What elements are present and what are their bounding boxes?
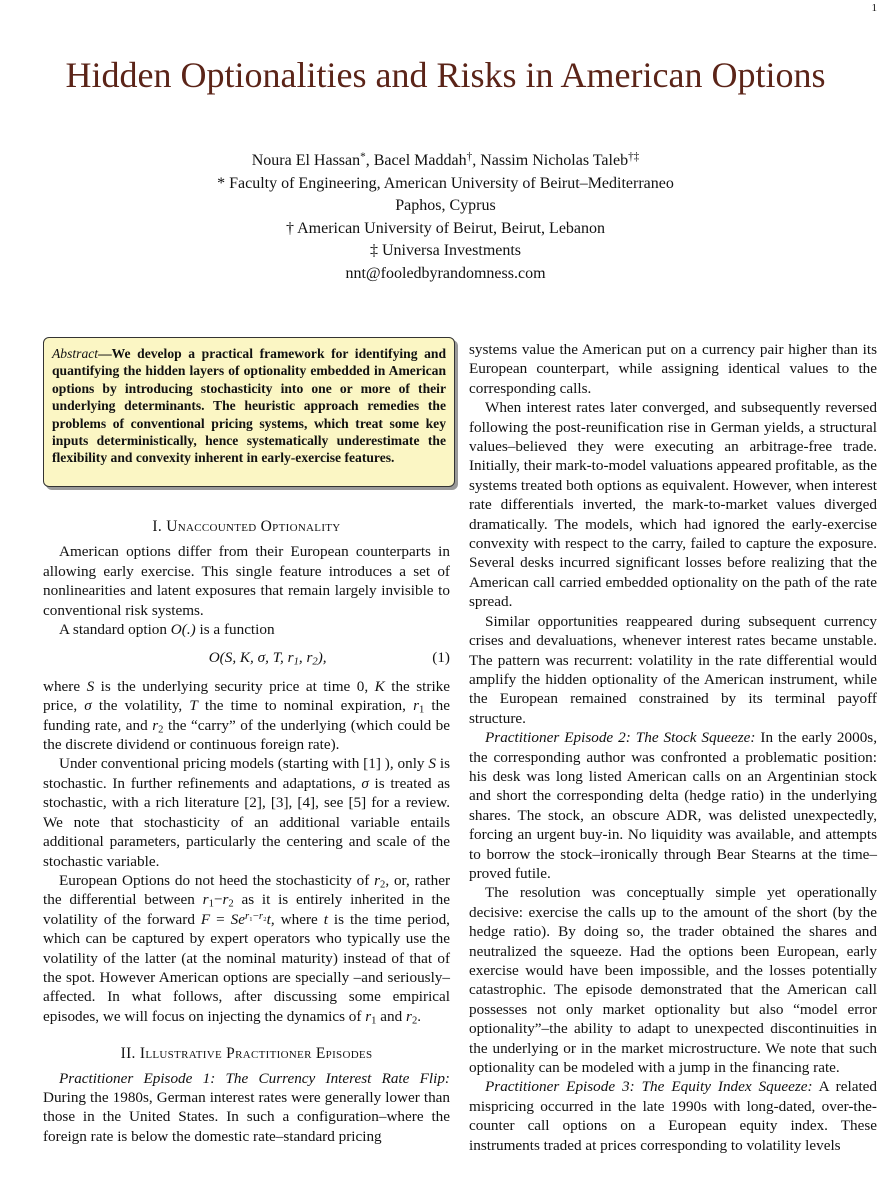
abstract-text: —We develop a practical framework for identifying and quantifying the hidden layers of optionality embedded in American options by introducing stochasticity into one or more of their underlying determinants. The heuristic approach remedies the problems of conventional pricing systems, which treat some key inputs deterministically, hence systematically underestimate the flexibility and convexity inherent in early-exercise features. <box>52 346 446 466</box>
episode-1-paragraph-2: When interest rates later converged, and subsequently reversed following the post-reunification rise in German yields, a structural values–believed they were executing an arbitrage-free trade. Initially, their mark-to-model valuations appeared profitable, as the systems treated both options as equivalent. However, when interest rate differentials inverted, the mark-to-market values diverged dramatically. The models, which had ignored the early-exercise convexity with respect to the carry, failed to capture the exposure. Several desks incurred significant losses before realizing that the American call carried embedded optionality on the path of the rate spread. <box>469 399 877 611</box>
paper-title: Hidden Optionalities and Risks in American Options <box>65 55 826 95</box>
episode-3-paragraph-1: Practitioner Episode 3: The Equity Index Squeeze: A related mispricing occurred in the late 1990s with long-dated, over-the-counter call options on a European equity index. These instruments traded at prices corresponding to volatility levels <box>469 1078 877 1154</box>
section-1-paragraph-5: European Options do not heed the stochasticity of $r_2$, or, rather the differential between $r_1-r_2$ as it is entirely inherited in the volatility of the forward $F = Se^{r_1-r_2}t$, where t is the time period, which can be captured by expert operators who typically use the volatility of the latter (at the nominal maturity) instead of that of the spot. However American options are specially –and seriously– affected. In what follows, after discussing some empirical episodes, we will focus on injecting the dynamics of $r_1$ and $r_2$. <box>43 871 450 1027</box>
abstract-label: Abstract <box>52 346 99 361</box>
affiliation-1-location: Paphos, Cyprus <box>395 197 496 214</box>
right-column <box>469 340 877 1155</box>
equation-1-body: O(S, K, σ, T, $r_1$, $r_2$), <box>208 649 327 669</box>
abstract-box <box>43 337 455 487</box>
equation-1 <box>43 648 450 667</box>
section-1-paragraph-1: American options differ from their European counterparts in allowing early exercise. This single feature introduces a set of nonlinearities and latent exposures that remain largely invisible to conventional risk systems. <box>43 543 450 619</box>
author-names: Noura El Hassan*, Bacel Maddah†, Nassim Nicholas Taleb†‡ <box>251 150 640 169</box>
affiliation-3: ‡ Universa Investments <box>369 242 522 259</box>
section-1-paragraph-2: A standard option O(.) is a function <box>59 621 275 639</box>
episode-1-paragraph-3: Similar opportunities reappeared during subsequent currency crises and devaluations, whenever interest rates became unstable. The pattern was recurrent: volatility in the rate differential would amplify the hidden optionality of the American instrument, while the European remained constrained by its terminal payoff structure. <box>469 612 877 727</box>
affiliation-2: † American University of Beirut, Beirut, Lebanon <box>285 219 606 237</box>
episode-1-paragraph-1-continued: systems value the American put on a currency pair higher than its European counterpart, while assigning identical values to the corresponding calls. <box>469 341 877 397</box>
section-1-heading: I. Unaccounted Optionality <box>152 518 341 535</box>
episode-2-paragraph-2: The resolution was conceptually simple yet operationally decisive: exercise the calls up to the amount of the short (by the hedge ratio). By doing so, the trader obtained the shares and neutralized the squeeze. Had the options been European, early exercise would have been impossible, and the losses potentially catastrophic. The episode demonstrated that the American call possesses not only market optionality but also “model error optionality”–the ability to adapt to unexpected discontinuities in the underlying or in the market microstructure. We note that such optionality can be modeled with a jump in the financing rate. <box>469 884 877 1077</box>
episode-1-paragraph-1: Practitioner Episode 1: The Currency Interest Rate Flip: During the 1980s, German interest rates were generally lower than those in the United States. In such a configuration–where the foreign rate is below the domestic rate–standard pricing <box>43 1069 450 1145</box>
author-email: nnt@fooledbyrandomness.com <box>345 264 546 282</box>
left-column <box>43 517 450 1146</box>
episode-2-paragraph-1: Practitioner Episode 2: The Stock Squeeze: In the early 2000s, the corresponding author was confronted a problematic position: his desk was long listed American calls on an Argentinian stock and short the corresponding delta (hedge ratio) in the underlying shares. The stock, an obscure ADR, was delisted unexpectedly, forcing an urgent buy-in. No liquidity was available, and attempts to borrow the stock–ironically through Bear Stearns at the time–proved futile. <box>469 729 877 882</box>
section-1-paragraph-4: Under conventional pricing models (starting with [1] ), only S is stochastic. In further refinements and adaptations, σ is treated as stochastic, with a rich literature [2], [3], [4], see [5] for a review. We note that stochasticity of an additional variable entails additional parameters, particularly the centering and scale of the stochastic variable. <box>43 755 450 870</box>
section-1-paragraph-3: where S is the underlying security price at time 0, K the strike price, σ the volatility, T the time to nominal expiration, $r_1$ the funding rate, and $r_2$ the “carry” of the underlying (which could be the discrete dividend or continuous foreign rate). <box>43 677 451 754</box>
affiliation-1: * Faculty of Engineering, American University of Beirut–Mediterraneo <box>217 174 674 192</box>
author-block <box>0 150 891 285</box>
equation-1-number: (1) <box>432 649 450 667</box>
page-number: 1 <box>871 2 877 14</box>
section-2-heading: II. Illustrative Practitioner Episodes <box>120 1045 373 1063</box>
